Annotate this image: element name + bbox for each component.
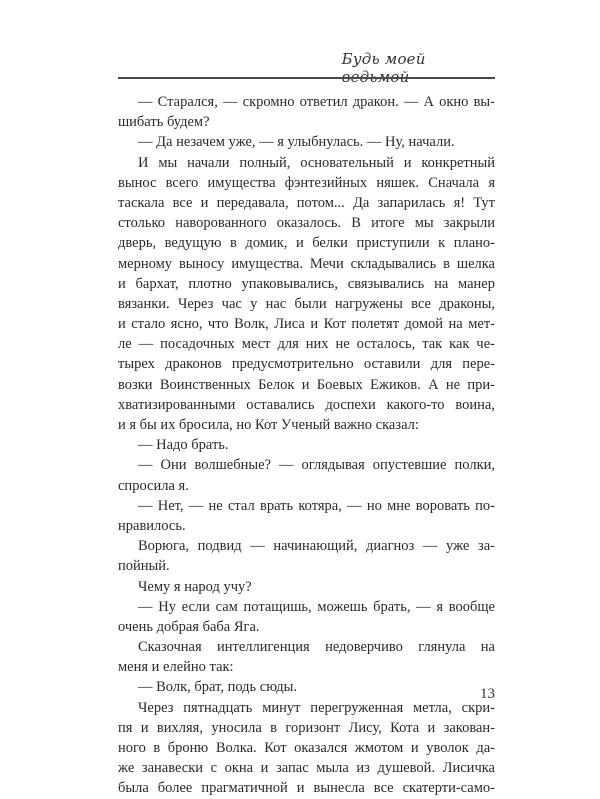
text-line: спросила я. bbox=[118, 477, 189, 494]
text-line: — Да незачем уже, — я улыбнулась. — Ну, начали. bbox=[138, 134, 455, 151]
text-line: же занавески с окна и запас мыла из душевой. Лисичка bbox=[118, 760, 495, 777]
text-line: таскала все и передавала, потом... Да запарилась я! Тут bbox=[118, 194, 495, 211]
text-line: — Волк, брат, подь сюды. bbox=[138, 679, 298, 696]
text-line: пя и вихляя, уносила в горизонт Лису, Кота и закован- bbox=[118, 719, 495, 736]
text-line: нравилось. bbox=[118, 517, 186, 534]
text-line: — Они волшебные? — оглядывая опустевшие полки, bbox=[138, 457, 495, 474]
text-line: пойный. bbox=[118, 558, 170, 575]
text-line: очень добрая баба Яга. bbox=[118, 618, 260, 635]
header-rule bbox=[118, 77, 495, 79]
text-line: и я бы их бросила, но Кот Ученый важно сказал: bbox=[118, 417, 419, 433]
text-line: мерному выносу имущества. Мечи складывались в шелка bbox=[118, 255, 495, 272]
text-line: ле — посадочных мест для них не осталось, так как че- bbox=[118, 336, 495, 353]
text-line: и стало ясно, что Волк, Лиса и Кот полетят домой на мет- bbox=[118, 316, 495, 333]
text-line: — Нет, — не стал врать котяра, — но мне воровать по- bbox=[138, 497, 495, 514]
text-line: Сказочная интеллигенция недоверчиво глянула на bbox=[138, 639, 495, 656]
text-line: Через пятнадцать минут перегруженная метла, скри- bbox=[138, 699, 495, 716]
running-header: Будь моей ведьмой bbox=[341, 50, 426, 86]
text-line: Ворюга, подвид — начинающий, диагноз — уже за- bbox=[138, 538, 495, 555]
text-line: хватизированными оставались доспехи какого-то воина, bbox=[118, 396, 495, 413]
text-line: — Надо брать. bbox=[138, 437, 229, 454]
page-number: 13 bbox=[480, 686, 495, 702]
text-line: дверь, ведущую в домик, и белки приступили к плано- bbox=[118, 235, 495, 252]
text-line: возки Воинственных Белок и Боевых Ежиков. А не при- bbox=[118, 376, 495, 393]
text-line: тырех драконов предусмотрительно оставили для пере- bbox=[118, 356, 495, 373]
text-line: Чему я народ учу? bbox=[138, 578, 252, 595]
text-line: вынос всего имущества фэнтезийных няшек. Сначала я bbox=[118, 174, 495, 191]
text-line: была более прагматичной и вынесла все скатерти-само- bbox=[118, 780, 495, 797]
text-line: и бархат, плотно упаковывались, связывались на манер bbox=[118, 275, 495, 292]
text-line: — Старался, — скромно ответил дракон. — А окно вы- bbox=[138, 94, 495, 110]
text-line: меня и елейно так: bbox=[118, 659, 234, 676]
text-line: вязанки. Через час у нас были нагружены все драконы, bbox=[118, 295, 495, 312]
text-line: И мы начали полный, основательный и конкретный bbox=[138, 154, 495, 171]
text-line: шибать будем? bbox=[118, 114, 210, 131]
text-line: — Ну если сам потащишь, можешь брать, — я вообще bbox=[138, 598, 495, 615]
text-line: ного в броню Волка. Кот оказался жмотом и уволок да- bbox=[118, 740, 495, 756]
text-line: столько наворованного оказалось. В итоге мы закрыли bbox=[118, 215, 495, 232]
